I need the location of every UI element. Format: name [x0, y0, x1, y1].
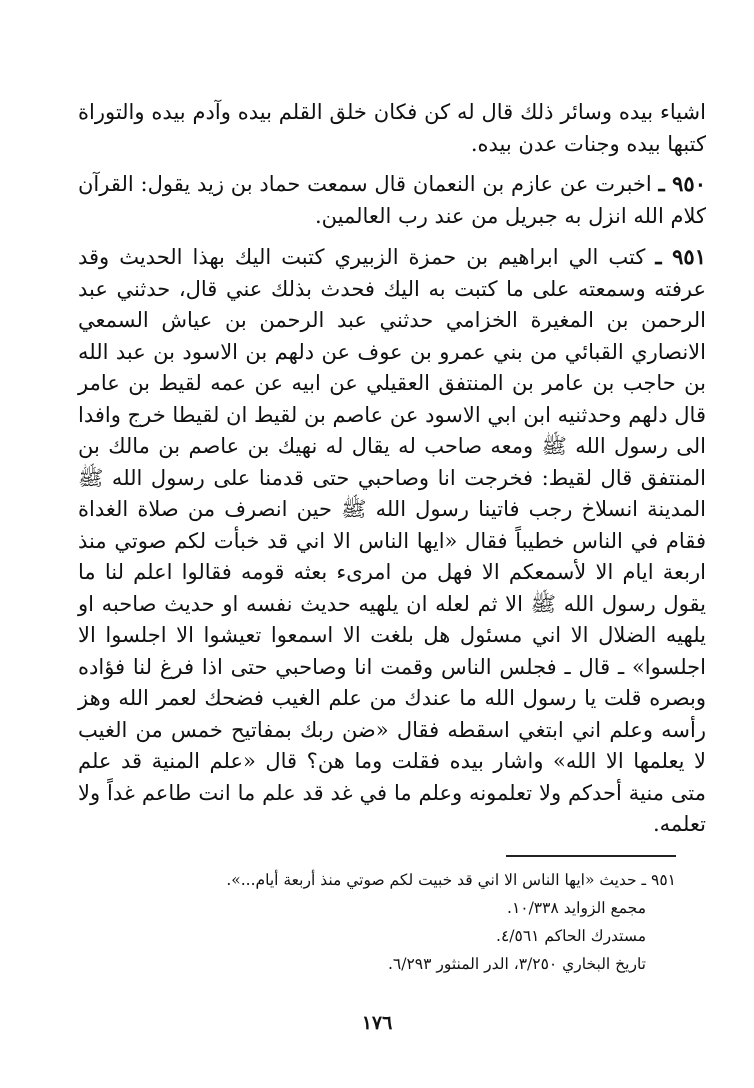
footnote-divider: [506, 855, 676, 857]
paragraph-950: [78, 168, 706, 232]
footnote-line: مستدرك الحاكم ٤/٥٦١.: [496, 927, 646, 945]
footnotes: [116, 866, 676, 978]
footnote-line: تاريخ البخاري ٣/٢٥٠، الدر المنثور ٦/٢٩٣.: [387, 955, 646, 973]
paragraph-number: ٩٥١ ـ: [655, 244, 706, 269]
paragraph-number: ٩٥٠ ـ: [658, 171, 706, 196]
footnote-line: ٩٥١ ـ حديث «ايها الناس الا اني قد خبيت لكم صوتي منذ أربعة أيام...».: [226, 871, 676, 889]
paragraph-text: اشياء بيده وسائر ذلك قال له كن فكان خلق القلم بيده وآدم بيده والتوراة كتبها بيده وجنات عدن بيده.: [78, 100, 706, 156]
paragraph-continuation: [78, 97, 706, 160]
page-number: ١٧٦: [361, 1012, 393, 1034]
paragraph-text: كتب الي ابراهيم بن حمزة الزبيري كتبت اليك بهذا الحديث وقد عرفته وسمعته على ما كتبت به اليك فحدث بذلك عني قال، حدثني عبد الرحمن بن المغيرة الخزامي حدثني عبد الرحمن بن عياش السمعي الانصاري القبائي من بني عمرو بن عوف عن دلهم بن الاسود بن عبد الله بن حاجب بن عامر بن المنتفق العقيلي عن ابيه عن عمه لقيط بن عامر قال دلهم وحدثنيه ابن ابي الاسود عن عاصم بن لقيط ان لقيطا خرج وافدا الى رسول الله ﷺ ومعه صاحب له يقال له نهيك بن عاصم بن مالك بن المنتفق قال لقيط: فخرجت انا وصاحبي حتى قدمنا على رسول الله ﷺ المدينة انسلاخ رجب فاتينا رسول الله ﷺ حين انصرف من صلاة الغداة فقام في الناس خطيباً فقال «ايها الناس الا اني قد خبأت لكم صوتي منذ اربعة ايام الا لأسمعكم الا فهل من امرىء بعثه قومه فقالوا اعلم لنا ما يقول رسول الله ﷺ الا ثم لعله ان يلهيه حديث نفسه او حديث صاحبه او يلهيه الضلال الا اني مسئول هل بلغت الا اسمعوا تعيشوا الا اجلسوا الا اجلسوا» ـ قال ـ فجلس الناس وقمت انا وصاحبي حتى اذا فرغ لنا فؤاده وبصره قلت يا رسول الله ما عندك من علم الغيب فضحك لعمر الله وهز رأسه وعلم اني ابتغي اسقطه فقال «ضن ربك بمفاتيح خمس من الغيب لا يعلمها الا الله» واشار بيده فقلت وما هن؟ قال «علم المنية قد علم متى منية أحدكم ولا تعلمونه وعلم ما في غد قد علم ما انت طاعم غداً ولا تعلمه.: [78, 245, 706, 836]
paragraph-text: اخبرت عن عازم بن النعمان قال سمعت حماد بن زيد يقول: القرآن كلام الله انزل به جبريل من عند رب العالمين.: [78, 172, 706, 228]
footnote-line: مجمع الزوايد ١٠/٣٣٨.: [507, 899, 646, 917]
main-text: [78, 97, 706, 841]
paragraph-951: [78, 241, 706, 841]
